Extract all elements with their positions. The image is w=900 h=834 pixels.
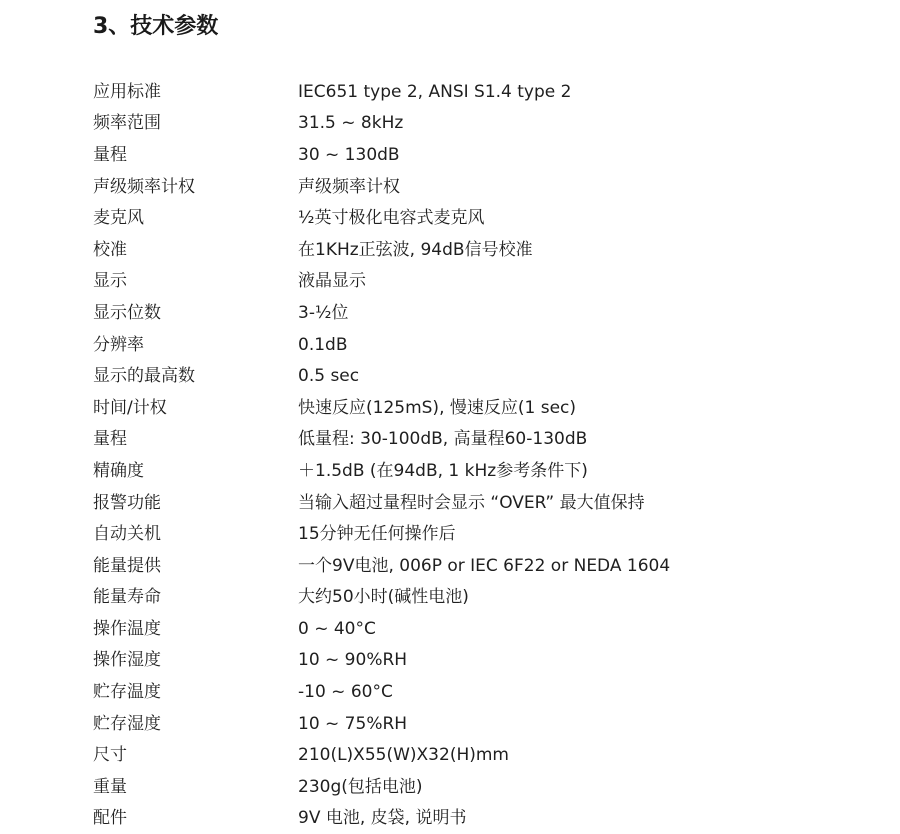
spec-label: 应用标准	[93, 81, 161, 102]
spec-value: 低量程: 30-100dB, 高量程60-130dB	[298, 429, 588, 450]
spec-row	[93, 297, 873, 329]
spec-value: 230g(包括电池)	[298, 776, 423, 797]
spec-label: 精确度	[93, 460, 144, 481]
spec-value: 大约50小时(碱性电池)	[298, 587, 469, 608]
spec-value: 0.5 sec	[298, 366, 360, 387]
spec-label: 尺寸	[93, 745, 127, 766]
spec-row	[93, 139, 873, 171]
spec-row	[93, 171, 873, 203]
spec-value: 一个9V电池, 006P or IEC 6F22 or NEDA 1604	[298, 555, 671, 576]
spec-row	[93, 108, 873, 140]
spec-row	[93, 676, 873, 708]
spec-label: 时间/计权	[93, 397, 167, 418]
spec-label: 显示	[93, 271, 127, 292]
spec-value: 10 ~ 75%RH	[298, 713, 408, 734]
spec-value: 0 ~ 40°C	[298, 618, 376, 639]
spec-value: 0.1dB	[298, 334, 348, 355]
spec-label: 量程	[93, 429, 127, 450]
spec-value: 10 ~ 90%RH	[298, 650, 408, 671]
spec-row	[93, 424, 873, 456]
spec-value: ½英寸极化电容式麦克风	[298, 208, 485, 229]
spec-value: 210(L)X55(W)X32(H)mm	[298, 745, 509, 766]
spec-row	[93, 739, 873, 771]
spec-label: 报警功能	[93, 492, 161, 513]
spec-row	[93, 487, 873, 519]
spec-value: -10 ~ 60°C	[298, 682, 393, 703]
section-title: 3、技术参数	[93, 14, 219, 39]
spec-label: 配件	[93, 808, 127, 829]
spec-row	[93, 202, 873, 234]
spec-row	[93, 803, 873, 834]
spec-label: 分辨率	[93, 334, 144, 355]
spec-row	[93, 329, 873, 361]
spec-label: 能量寿命	[93, 587, 161, 608]
spec-row	[93, 550, 873, 582]
spec-label: 能量提供	[93, 555, 161, 576]
spec-value: 当输入超过量程时会显示 “OVER” 最大值保持	[298, 492, 645, 513]
spec-value: 液晶显示	[298, 271, 366, 292]
spec-label: 频率范围	[93, 113, 161, 134]
spec-value: 15分钟无任何操作后	[298, 524, 456, 545]
spec-value: ＋1.5dB (在94dB, 1 kHz参考条件下)	[298, 460, 588, 481]
spec-label: 操作湿度	[93, 650, 161, 671]
spec-list	[93, 76, 873, 834]
spec-label: 贮存温度	[93, 682, 161, 703]
spec-value: 9V 电池, 皮袋, 说明书	[298, 808, 467, 829]
spec-value: 在1KHz正弦波, 94dB信号校准	[298, 239, 533, 260]
spec-value: 声级频率计权	[298, 176, 400, 197]
spec-row	[93, 76, 873, 108]
spec-row	[93, 455, 873, 487]
spec-value: 30 ~ 130dB	[298, 144, 400, 165]
spec-row	[93, 266, 873, 298]
spec-label: 贮存湿度	[93, 713, 161, 734]
spec-row	[93, 645, 873, 677]
spec-label: 重量	[93, 776, 127, 797]
spec-value: IEC651 type 2, ANSI S1.4 type 2	[298, 81, 572, 102]
spec-value: 31.5 ~ 8kHz	[298, 113, 404, 134]
spec-label: 校准	[93, 239, 127, 260]
spec-row	[93, 582, 873, 614]
spec-row	[93, 360, 873, 392]
spec-label: 显示的最高数	[93, 366, 195, 387]
spec-label: 显示位数	[93, 302, 161, 323]
spec-label: 自动关机	[93, 524, 161, 545]
spec-row	[93, 771, 873, 803]
spec-value: 3-½位	[298, 302, 349, 323]
spec-label: 操作温度	[93, 618, 161, 639]
spec-label: 声级频率计权	[93, 176, 195, 197]
spec-row	[93, 613, 873, 645]
spec-label: 麦克风	[93, 208, 144, 229]
spec-row	[93, 392, 873, 424]
spec-label: 量程	[93, 144, 127, 165]
spec-row	[93, 708, 873, 740]
spec-value: 快速反应(125mS), 慢速反应(1 sec)	[298, 397, 577, 418]
spec-row	[93, 518, 873, 550]
spec-row	[93, 234, 873, 266]
